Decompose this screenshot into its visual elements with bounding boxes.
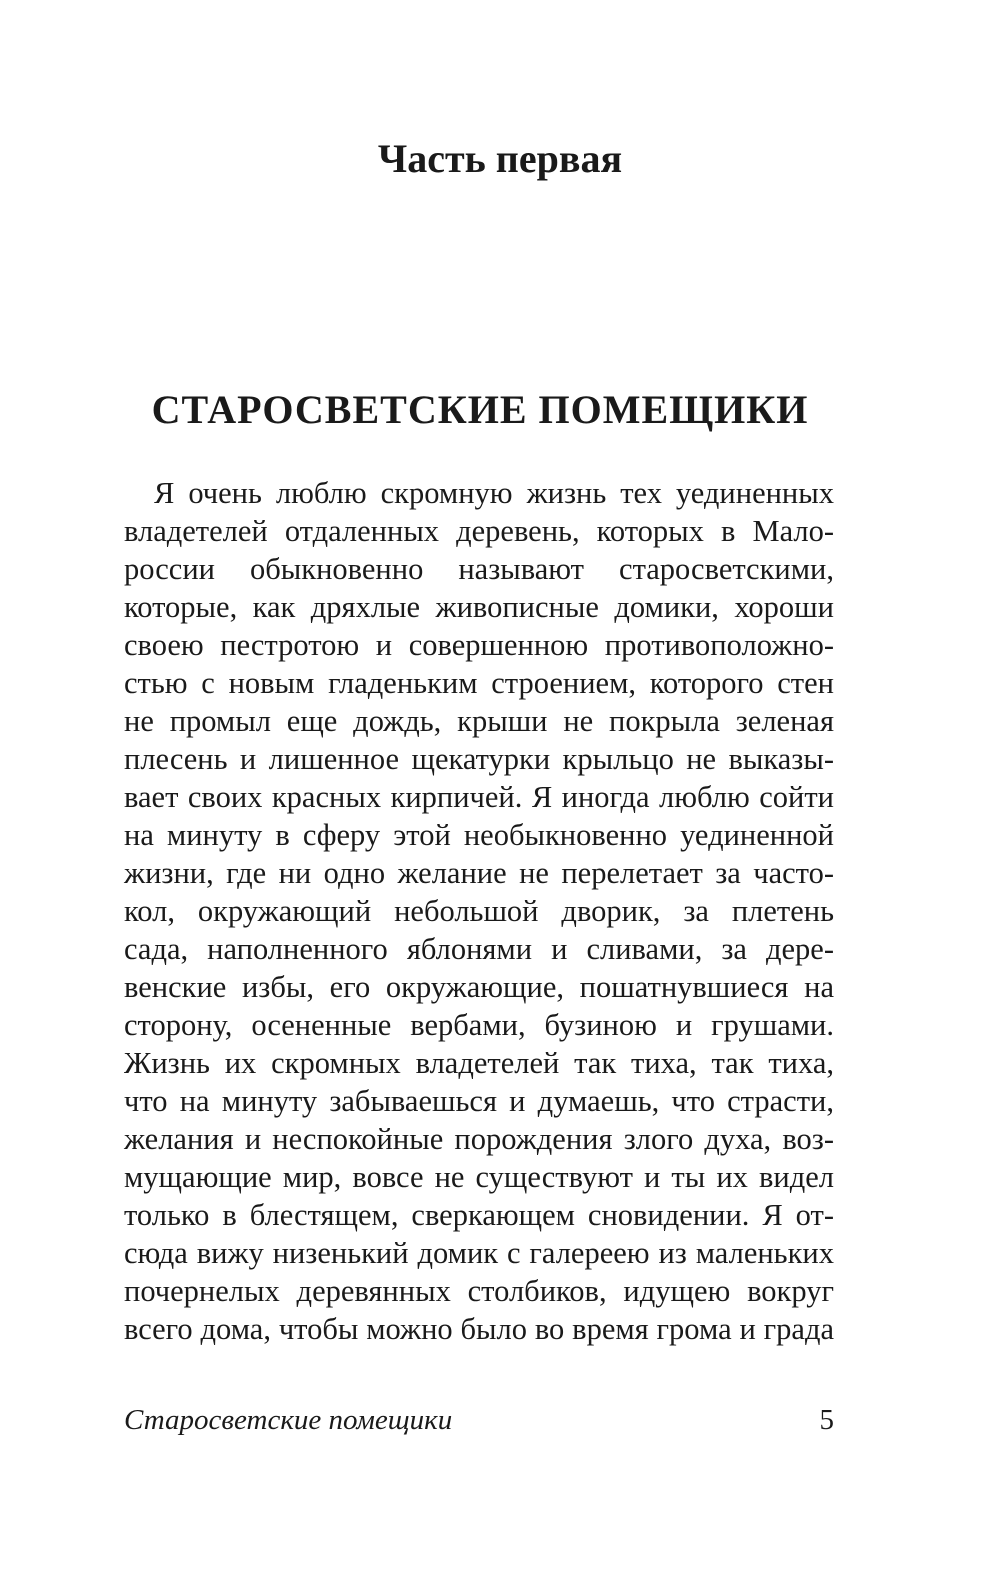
part-title: Часть первая xyxy=(377,136,623,181)
text-line: почернелых деревянных столбиков, идущею вокруг xyxy=(124,1274,834,1308)
text-line: россии обыкновенно называют старосветскими, xyxy=(124,552,834,586)
text-line: мущающие мир, вовсе не существуют и ты их видел xyxy=(124,1160,834,1194)
body-text xyxy=(124,474,834,1348)
running-title: Старосветские помещики xyxy=(124,1404,453,1436)
chapter-title: СТАРОСВЕТСКИЕ ПОМЕЩИКИ xyxy=(151,387,809,432)
text-line: вает своих красных кирпичей. Я иногда люблю сойти xyxy=(124,780,834,814)
text-line: только в блестящем, сверкающем сновидении. Я от- xyxy=(124,1198,834,1232)
page-footer xyxy=(124,1400,834,1440)
text-line: что на минуту забываешься и думаешь, что страсти, xyxy=(124,1084,834,1118)
text-line: сюда вижу низенький домик с галереею из маленьких xyxy=(124,1236,834,1270)
text-line: жизни, где ни одно желание не перелетает за часто- xyxy=(124,856,834,890)
text-line: не промыл еще дождь, крыши не покрыла зеленая xyxy=(124,704,834,738)
text-line: всего дома, чтобы можно было во время грома и града xyxy=(124,1312,834,1346)
text-line: кол, окружающий небольшой дворик, за плетень xyxy=(124,894,834,928)
text-line: Жизнь их скромных владетелей так тиха, так тиха, xyxy=(124,1046,834,1080)
text-line: венские избы, его окружающие, пошатнувшиеся на xyxy=(124,970,834,1004)
text-line: сторону, осененные вербами, бузиною и грушами. xyxy=(124,1008,834,1042)
text-line: владетелей отдаленных деревень, которых в Мало- xyxy=(124,514,834,548)
text-line: на минуту в сферу этой необыкновенно уединенной xyxy=(124,818,834,852)
text-line: своею пестротою и совершенною противоположно- xyxy=(124,628,834,662)
text-line: сада, наполненного яблонями и сливами, за дере- xyxy=(124,932,834,966)
text-line: плесень и лишенное щекатурки крыльцо не выказы- xyxy=(124,742,834,776)
page-number: 5 xyxy=(819,1404,834,1436)
text-line: стью с новым гладеньким строением, которого стен xyxy=(124,666,834,700)
text-line: желания и неспокойные порождения злого духа, воз- xyxy=(124,1122,834,1156)
text-line: Я очень люблю скромную жизнь тех уединенных xyxy=(154,476,834,510)
text-line: которые, как дряхлые живописные домики, хороши xyxy=(124,590,834,624)
